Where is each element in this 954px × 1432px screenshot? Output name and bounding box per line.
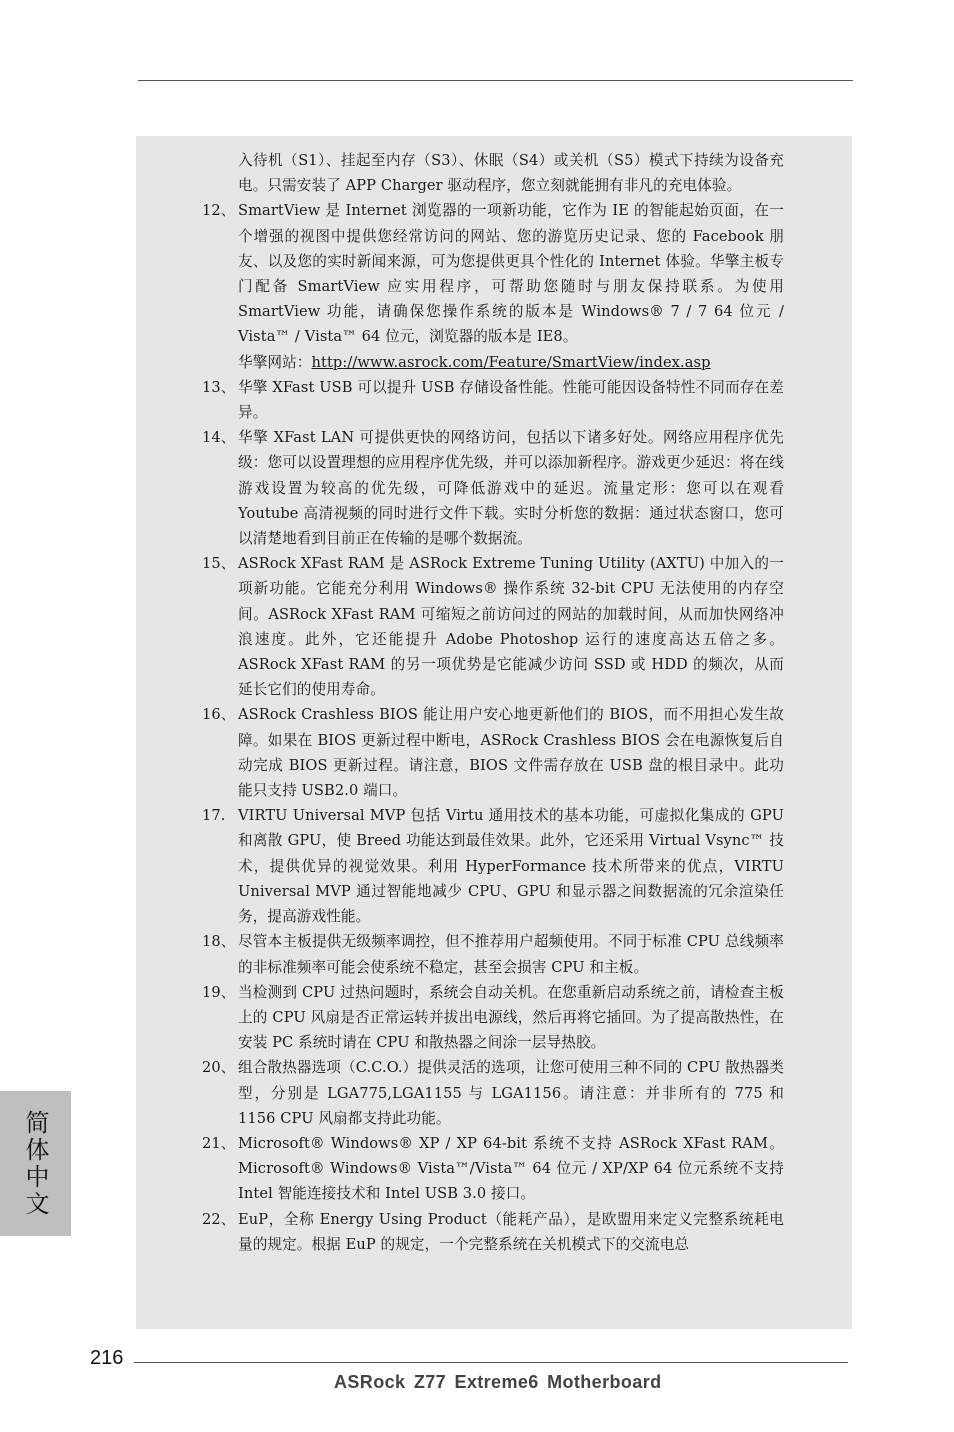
item-number: 22、 — [202, 1210, 236, 1228]
item-text: ASRock Crashless BIOS 能让用户安心地更新他们的 BIOS，而不用担心发生故障。如果在 BIOS 更新过程中断电，ASRock Crashless BIOS 会在电源恢复后自动完成 BIOS 更新过程。请注意，BIOS 文件需存放在 USB 盘的根目录中。此功能只支持 USB2.0 端口。 — [238, 706, 784, 800]
item-text: 组合散热器选项（C.C.O.）提供灵活的选项，让您可使用三种不同的 CPU 散热器类型，分别是 LGA775,LGA1155 与 LGA1156。请注意：并非所有的 775 和 1156 CPU 风扇都支持此功能。 — [238, 1059, 784, 1127]
footer-title: ASRock Z77 Extreme6 Motherboard — [334, 1372, 662, 1392]
top-rule — [138, 80, 853, 81]
language-side-tab — [0, 1091, 71, 1236]
list-item — [202, 929, 784, 979]
language-label: 简体中文 — [21, 1109, 49, 1218]
item-text: Microsoft® Windows® XP / XP 64-bit 系统不支持 ASRock XFast RAM。Microsoft® Windows® Vista™/Vista™ 64 位元 / XP/XP 64 位元系统不支持 Intel 智能连接技术和 Intel USB 3.0 接口。 — [238, 1134, 784, 1203]
list-item — [202, 1207, 784, 1257]
list-item — [202, 1055, 784, 1131]
list-item — [202, 425, 784, 551]
website-line — [238, 350, 784, 375]
list-item — [202, 980, 784, 1056]
item-text: SmartView 是 Internet 浏览器的一项新功能，它作为 IE 的智能起始页面，在一个增强的视图中提供您经常访问的网站、您的游览历史记录、您的 Facebook 朋友、以及您的实时新闻来源，可为您提供更具个性化的 Internet 体验。华擎主板专门配备 SmartView 应实用程序，可帮助您随时与朋友保持联系。为使用 SmartView 功能，请确保您操作系统的版本是 Windows® 7 / 7 64 位元 / Vista™ / Vista™ 64 位元，浏览器的版本是 IE8。 — [238, 202, 784, 346]
list-item — [202, 1131, 784, 1207]
list-item — [202, 551, 784, 702]
item-text: 尽管本主板提供无级频率调控，但不推荐用户超频使用。不同于标准 CPU 总线频率的非标准频率可能会使系统不稳定，甚至会损害 CPU 和主板。 — [238, 933, 784, 976]
list-item — [202, 375, 784, 425]
website-label: 华擎网站： — [238, 353, 312, 371]
item-number: 18、 — [202, 933, 236, 951]
item-number: 15、 — [202, 555, 236, 573]
item-text: ASRock XFast RAM 是 ASRock Extreme Tuning Utility (AXTU) 中加入的一项新功能。它能充分利用 Windows® 操作系统 32-bit CPU 无法使用的内存空间。ASRock XFast RAM 可缩短之前访问过的网站的加载时间，从而加快网络冲浪速度。此外，它还能提升 Adobe Photoshop 运行的速度高达五倍之多。ASRock XFast RAM 的另一项优势是它能减少访问 SSD 或 HDD 的频次，从而延长它们的使用寿命。 — [238, 555, 784, 699]
item-number — [202, 148, 238, 198]
item-number: 14、 — [202, 429, 236, 447]
smartview-link[interactable]: http://www.asrock.com/Feature/SmartView/index.asp — [311, 353, 711, 371]
item-number: 12、 — [202, 202, 236, 220]
item-number: 17. — [202, 807, 226, 825]
item-text: VIRTU Universal MVP 包括 Virtu 通用技术的基本功能，可虚拟化集成的 GPU 和离散 GPU，使 Breed 功能达到最佳效果。此外，它还采用 Virtual Vsync™ 技术，提供优异的视觉效果。利用 HyperFormance 技术所带来的优点，VIRTU Universal MVP 通过智能地减少 CPU、GPU 和显示器之间数据流的冗余渲染任务，提高游戏性能。 — [238, 807, 784, 926]
item-number: 16、 — [202, 706, 236, 724]
item-number: 21、 — [202, 1134, 236, 1152]
item-number: 20、 — [202, 1059, 236, 1077]
item-text: 当检测到 CPU 过热问题时，系统会自动关机。在您重新启动系统之前，请检查主板上的 CPU 风扇是否正常运转并拔出电源线，然后再将它插回。为了提高散热性，在安装 PC 系统时请在 CPU 和散热器之间涂一层导热胶。 — [238, 983, 784, 1052]
list-item — [202, 198, 784, 374]
item-number: 19、 — [202, 983, 236, 1001]
list-item — [202, 702, 784, 803]
item-text: 华擎 XFast LAN 可提供更快的网络访问，包括以下诸多好处。网络应用程序优先级：您可以设置理想的应用程序优先级，并可以添加新程序。游戏更少延迟：将在线游戏设置为较高的优先级，可降低游戏中的延迟。流量定形：您可以在观看 Youtube 高清视频的同时进行文件下载。实时分析您的数据：通过状态窗口，您可以清楚地看到目前正在传输的是哪个数据流。 — [238, 429, 784, 548]
item-text: EuP，全称 Energy Using Product（能耗产品），是欧盟用来定义完整系统耗电量的规定。根据 EuP 的规定，一个完整系统在关机模式下的交流电总 — [238, 1210, 784, 1253]
page-number: 216 — [90, 1347, 124, 1369]
item-text: 入待机（S1）、挂起至内存（S3）、休眠（S4）或关机（S5）模式下持续为设备充电。只需安装了 APP Charger 驱动程序，您立刻就能拥有非凡的充电体验。 — [238, 152, 784, 195]
item-text: 华擎 XFast USB 可以提升 USB 存储设备性能。性能可能因设备特性不同而存在差异。 — [238, 378, 784, 422]
list-item — [202, 803, 784, 929]
list-item — [202, 148, 784, 198]
item-number: 13、 — [202, 378, 236, 396]
bottom-rule — [134, 1362, 848, 1363]
content-panel — [136, 136, 852, 1329]
